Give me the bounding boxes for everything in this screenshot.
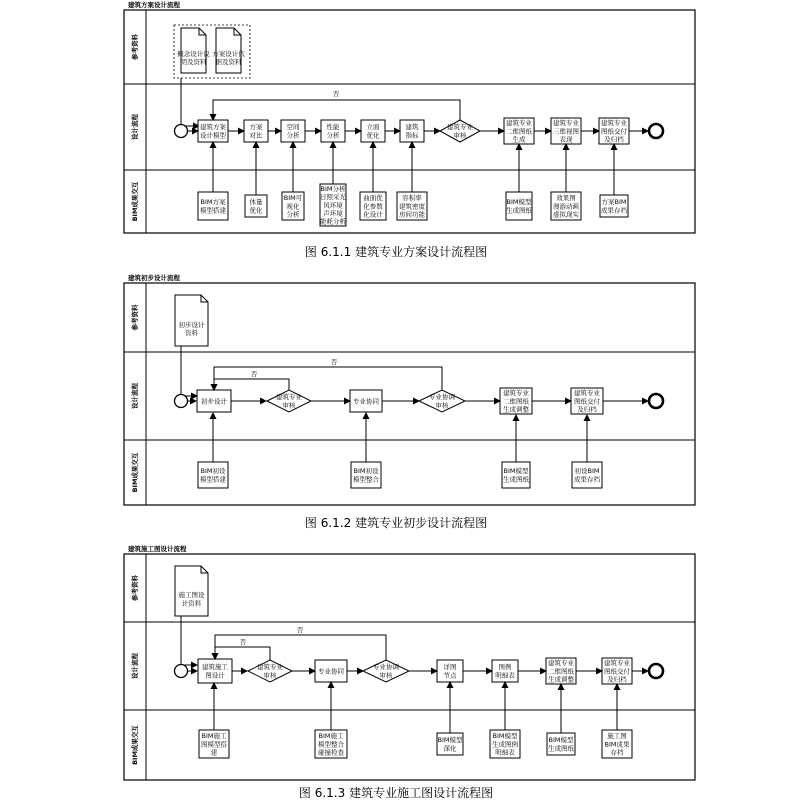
d2-lane-label-2: BIM成果交互: [131, 452, 139, 493]
d2-lane-label-0: 参考资料: [131, 304, 139, 331]
d3-lane-label-1: 设计流程: [131, 653, 139, 679]
d2-review-diamond-1-label: 专业协调审核: [429, 393, 455, 410]
d1-reject-loop: [213, 100, 460, 120]
d1-reject-label: 否: [332, 90, 340, 98]
d3-step-2-label: 专业协同: [318, 667, 344, 676]
d1-step-2-label: 空间分析: [286, 123, 300, 140]
d3-caption: 图 6.1.3 建筑专业施工图设计流程图: [298, 786, 494, 800]
d1-after-step-0-label: 建筑专业二维图纸生成: [506, 119, 532, 144]
d2-step-2-label: 专业协同: [353, 397, 379, 406]
d3-review-diamond-0-label: 建筑专业审核: [257, 663, 283, 680]
d2-bim-box-0-label: BIM初设模型搭建: [200, 467, 226, 484]
d2-bim-box-1-label: BIM初设模型整合: [353, 467, 379, 484]
d3-reject-loop-inner: [215, 647, 270, 660]
d3-review-diamond-1-label: 专业协调审核: [373, 663, 399, 680]
d3-step-4-label: 详图节点: [443, 663, 457, 680]
d2-step-5-label: 建筑专业图纸交付及归档: [574, 389, 600, 414]
d3-reject-label-0: 否: [239, 638, 247, 646]
d2-reject-loop-inner: [214, 379, 289, 390]
d1-bim-box-0-label: BIM方案模型搭建: [200, 198, 226, 215]
d3-title: 建筑施工图设计流程: [128, 545, 187, 553]
d2-lane-label-1: 设计流程: [131, 383, 139, 409]
d1-bim-box-8-label: 方案BIM 成果存档: [601, 198, 627, 215]
d3-bim-box-2-label: BIM模型深化: [437, 736, 463, 753]
d1-after-step-2-label: 建筑专业图纸交付及归档: [601, 119, 627, 144]
d3-step-6-label: 建筑专业二维图纸生成调整: [548, 659, 574, 684]
d3-step-7-label: 建筑专业图纸交付及归档: [604, 659, 630, 684]
d1-caption: 图 6.1.1 建筑专业方案设计流程图: [304, 245, 488, 259]
d3-ref-doc-0-label: 施工图设计资料: [178, 591, 205, 608]
d2-reject-label-0: 否: [250, 370, 258, 378]
d1-ref-doc-0-label: 概念设计说明及资料: [177, 49, 210, 67]
d3-bim-box-0-label: BIM施工图模型搭建: [201, 732, 227, 757]
d3-bim-box-4-label: BIM模型生成图纸: [548, 736, 574, 753]
d2-step-4-label: 建筑专业二维图纸生成调整: [503, 389, 529, 414]
d3-lane-label-2: BIM成果交互: [131, 725, 139, 765]
d2-start-node: [175, 395, 188, 408]
d1-after-step-1-label: 建筑专业三维视图表现: [553, 119, 579, 144]
d1-step-4-label: 立面优化: [366, 123, 380, 140]
d2-bim-box-2-label: BIM模型生成图纸: [503, 467, 529, 484]
d1-bim-box-4-label: 曲面优化参数化设计: [363, 194, 383, 219]
d1-bim-box-7-label: 效果图漫游动画虚拟现实: [553, 194, 579, 219]
d3-reject-label-1: 否: [296, 626, 304, 634]
d1-review-diamond-label: 建筑专业审核: [447, 123, 473, 140]
d3-end-node: [649, 664, 663, 678]
d2-review-diamond-0-label: 建筑专业审核: [276, 393, 302, 410]
d2-step-0-label: 初步设计: [201, 397, 227, 406]
d1-lane-label-0: 参考资料: [131, 34, 139, 60]
d1-lane-label-2: BIM成果交互: [131, 181, 139, 222]
d3-bim-box-1-label: BIM施工模型整合碰撞检查: [318, 732, 344, 757]
d1-ref-arrow: [181, 78, 199, 126]
d1-end-node: [649, 124, 663, 138]
d3-lane-label-0: 参考资料: [131, 575, 139, 601]
d1-step-5-label: 建筑指标: [405, 123, 419, 140]
d1-bim-box-3-label: BIM分析日照采光风环境声环境能耗分析: [320, 185, 346, 226]
d3-bim-box-5-label: 施工图 BIM成果存档: [604, 732, 630, 757]
d3-bim-box-3-label: BIM模型生成图例明细表: [492, 732, 518, 757]
d1-bim-box-1-label: 体量优化: [249, 198, 263, 215]
d1-start-node: [175, 125, 188, 138]
d1-bim-box-5-label: 容积率建筑密度房间功能: [399, 194, 425, 219]
d2-end-node: [649, 394, 663, 408]
d2-title: 建筑初步设计流程: [128, 274, 180, 282]
d2-ref-arrow: [181, 346, 197, 396]
d1-title: 建筑方案设计流程: [128, 1, 180, 9]
d1-lane-label-1: 设计流程: [131, 114, 139, 140]
d1-step-3-label: 性能分析: [326, 123, 340, 140]
d2-reject-label-1: 否: [330, 358, 338, 366]
d2-bim-box-3-label: 初设BIM 成果存档: [574, 467, 600, 484]
d3-step-0-label: 建筑施工图设计: [202, 663, 228, 680]
d1-step-0-label: 建筑方案设计模型: [200, 123, 226, 140]
d2-ref-doc-0-label: 初步设计资料: [178, 320, 205, 337]
d3-step-5-label: 图例明细表: [495, 663, 515, 680]
d3-ref-arrow: [181, 616, 197, 665]
d1-step-1-label: 方案对比: [249, 123, 263, 140]
d1-bim-box-2-label: BIM可视化分析: [283, 194, 303, 219]
d1-bim-box-6-label: BIM模型生成图纸: [506, 198, 532, 215]
d1-ref-doc-1-label: 方案设计依据及资料: [212, 49, 245, 67]
d3-start-node: [175, 665, 188, 678]
d2-caption: 图 6.1.2 建筑专业初步设计流程图: [304, 516, 488, 530]
